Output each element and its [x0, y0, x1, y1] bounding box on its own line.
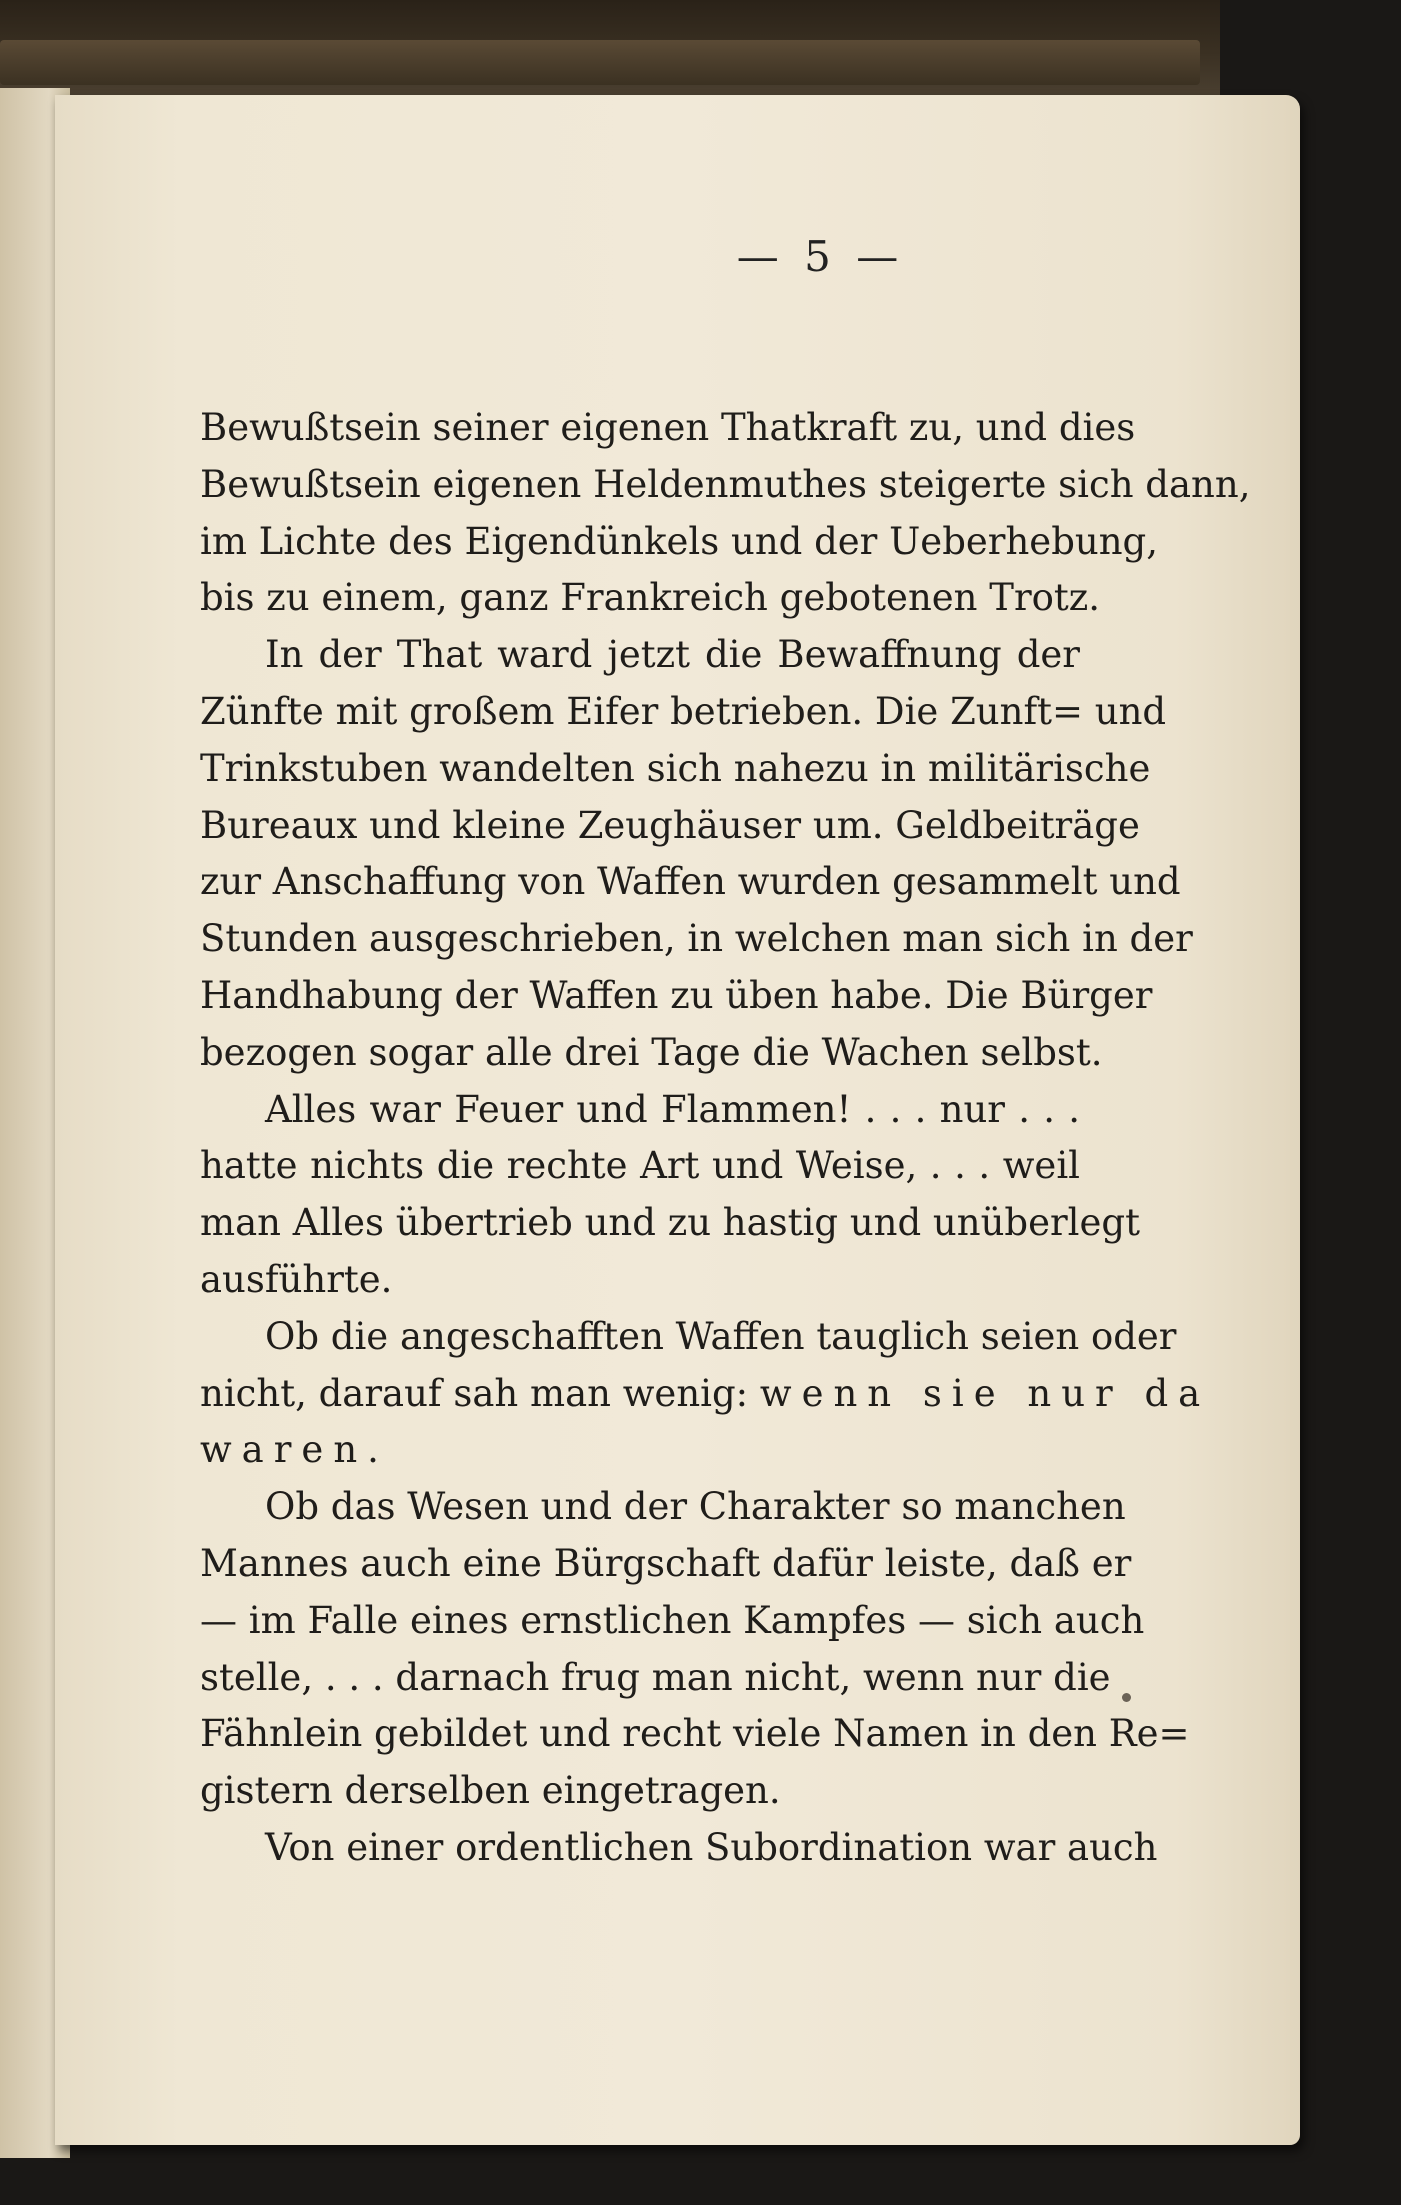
text-line: Zünfte mit großem Eifer betrieben. Die Zunft= und: [200, 689, 1167, 733]
text-line: Fähnlein gebildet und recht viele Namen in den Re=: [200, 1712, 1190, 1756]
text-line: zur Anschaffung von Waffen wurden gesammelt und: [200, 860, 1181, 904]
text-line-emphasis: [200, 1366, 1211, 1423]
text-line: Von einer ordentlichen Subordination war auch: [265, 1825, 1158, 1869]
text-line-emphasis: [200, 1422, 1080, 1479]
text-line: stelle, . . . darnach frug man nicht, wenn nur die: [200, 1655, 1111, 1699]
text-line: Bureaux und kleine Zeughäuser um. Geldbeiträge: [200, 803, 1140, 847]
text-line: — im Falle eines ernstlichen Kampfes — sich auch: [200, 1598, 1145, 1642]
text-line: Stunden ausgeschrieben, in welchen man sich in der: [200, 917, 1193, 961]
body-text: [200, 400, 1251, 1877]
page-number: — 5 —: [736, 232, 905, 281]
ink-speck: [1122, 1693, 1131, 1702]
text-line: bezogen sogar alle drei Tage die Wachen selbst.: [200, 1030, 1103, 1074]
text-line: Handhabung der Waffen zu üben habe. Die Bürger: [200, 973, 1153, 1017]
text-line: Trinkstuben wandelten sich nahezu in militärische: [200, 746, 1151, 790]
text-line: Ob das Wesen und der Charakter so manchen: [265, 1485, 1126, 1529]
text-line: In der That ward jetzt die Bewaffnung der: [265, 633, 1080, 677]
text-line: Bewußtsein eigenen Heldenmuthes steigerte sich dann,: [200, 462, 1251, 506]
text-line: Alles war Feuer und Flammen! . . . nur . . .: [265, 1087, 1080, 1131]
text-line: Bewußtsein seiner eigenen Thatkraft zu, und dies: [200, 406, 1136, 449]
text-line: gistern derselben eingetragen.: [200, 1769, 781, 1813]
text-line: Ob die angeschafften Waffen tauglich seien oder: [265, 1314, 1177, 1358]
spaced-emphasis: waren.: [200, 1428, 389, 1472]
text-line: man Alles übertrieb und zu hastig und unüberlegt: [200, 1201, 1140, 1245]
text-line: im Lichte des Eigendünkels und der Ueberhebung,: [200, 519, 1158, 563]
text-line: bis zu einem, ganz Frankreich gebotenen Trotz.: [200, 576, 1101, 620]
text-line: ausführte.: [200, 1257, 393, 1301]
book-spine: [0, 40, 1200, 85]
text-fragment: nicht, darauf sah man wenig:: [200, 1371, 760, 1415]
spaced-emphasis: wenn sie nur da: [759, 1371, 1211, 1415]
text-line: hatte nichts die rechte Art und Weise, . . . weil: [200, 1144, 1080, 1188]
text-line: Mannes auch eine Bürgschaft dafür leiste, daß er: [200, 1541, 1132, 1585]
